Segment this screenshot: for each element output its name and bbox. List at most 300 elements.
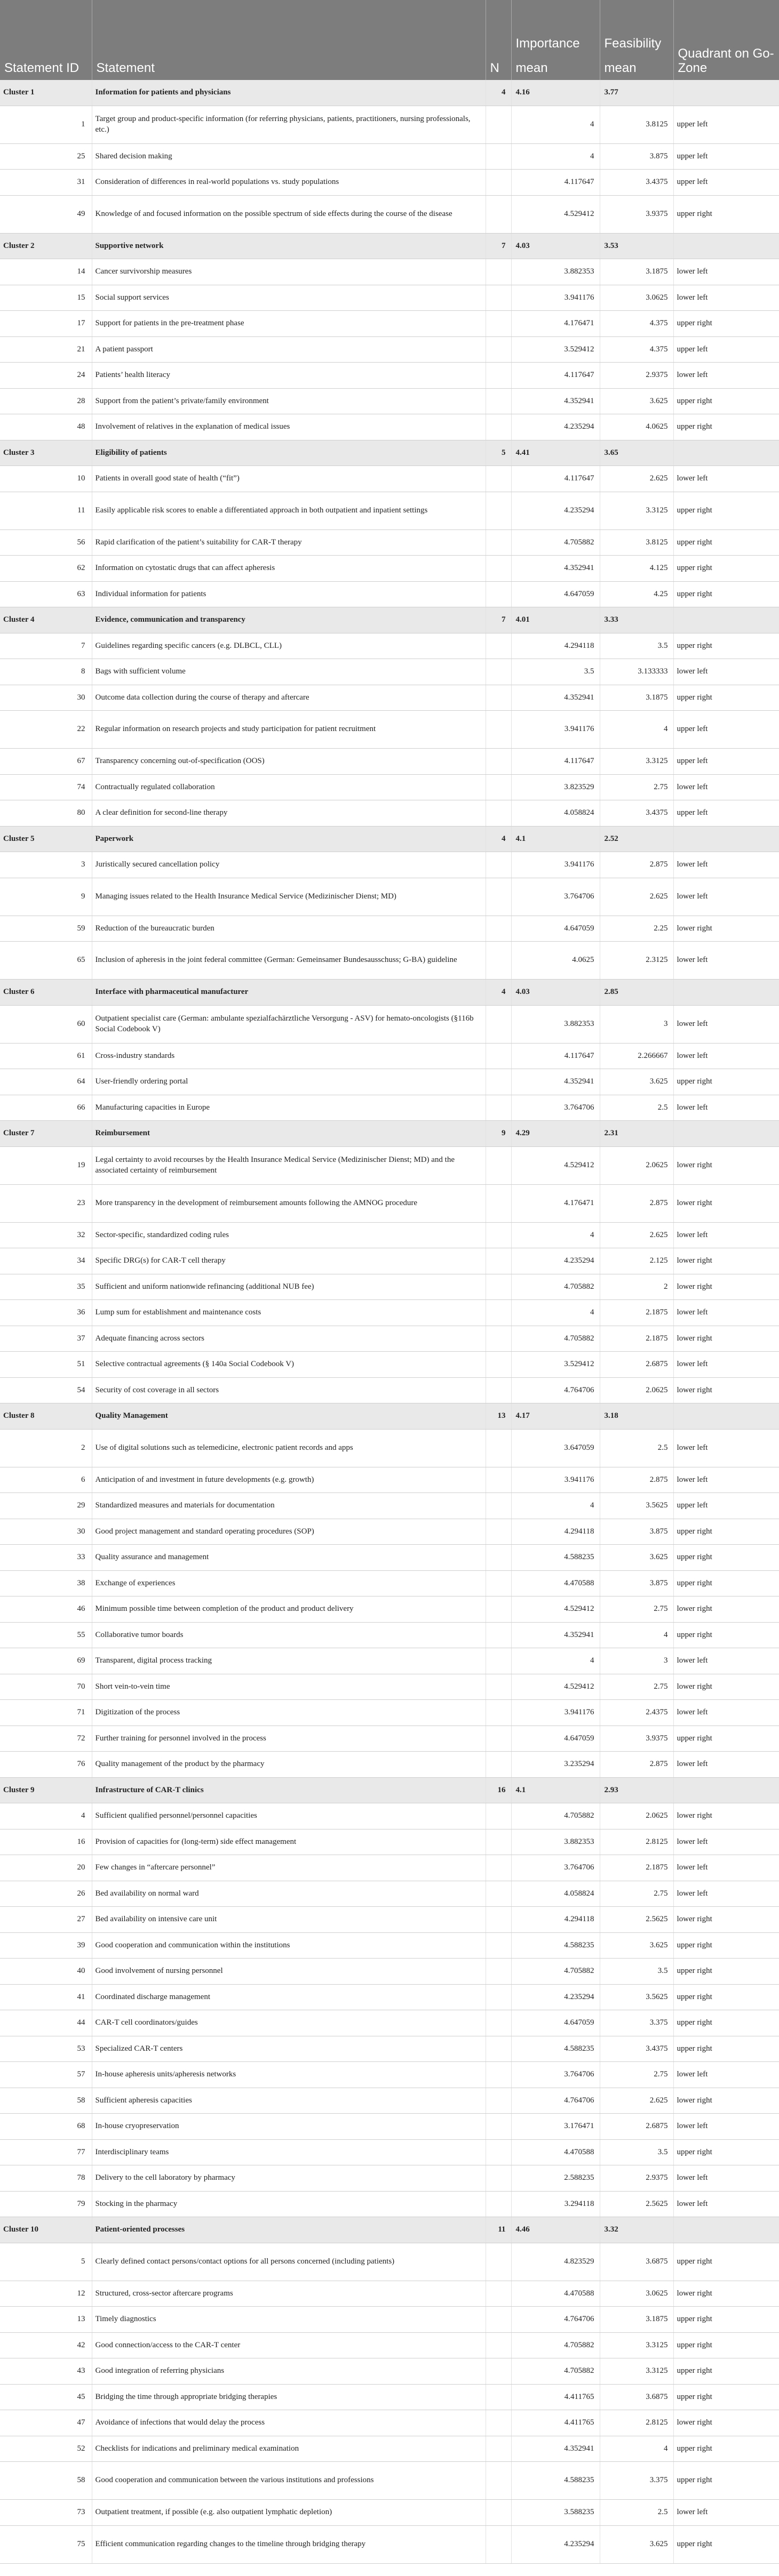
- importance-cell: 4.176471: [511, 1184, 600, 1222]
- cluster-row: [0, 607, 779, 633]
- importance-cell: 3.941176: [511, 852, 600, 878]
- statement-cell: Manufacturing capacities in Europe: [92, 1095, 486, 1121]
- table-row: [0, 2062, 779, 2088]
- importance-cell: 4.294118: [511, 1519, 600, 1545]
- statement-id-cell: 1: [0, 106, 92, 143]
- feasibility-cell: 2.6875: [600, 2114, 673, 2140]
- feasibility-cell: 2: [600, 1274, 673, 1300]
- table-row: [0, 749, 779, 775]
- importance-cell: 4.235294: [511, 1248, 600, 1274]
- feasibility-cell: 3.375: [600, 2462, 673, 2500]
- quadrant-cell: lower left: [673, 1005, 779, 1043]
- n-cell: [486, 1855, 511, 1881]
- quadrant-cell: upper right: [673, 2036, 779, 2062]
- feasibility-cell: 3.6875: [600, 2243, 673, 2281]
- table-row: [0, 414, 779, 440]
- quadrant-cell: lower left: [673, 259, 779, 285]
- feasibility-cell: 2.75: [600, 1596, 673, 1623]
- n-cell: [486, 942, 511, 980]
- statement-id-cell: 12: [0, 2281, 92, 2307]
- feasibility-cell: 3.32: [600, 2217, 673, 2243]
- cluster-row: [0, 80, 779, 106]
- n-cell: 16: [486, 1777, 511, 1803]
- feasibility-cell: 3.3125: [600, 492, 673, 529]
- quadrant-cell: lower left: [673, 852, 779, 878]
- header-n: N: [486, 0, 511, 80]
- quadrant-cell: upper right: [673, 581, 779, 607]
- cluster-row: [0, 233, 779, 259]
- statement-cell: Supportive network: [92, 233, 486, 259]
- feasibility-cell: 3.0625: [600, 2281, 673, 2307]
- quadrant-cell: lower left: [673, 2500, 779, 2526]
- statement-id-cell: 33: [0, 1545, 92, 1571]
- n-cell: [486, 2088, 511, 2114]
- quadrant-cell: lower left: [673, 1429, 779, 1467]
- statement-cell: Inclusion of apheresis in the joint federal committee (German: Gemeinsamer Bundesausschuss; G-BA) guideline: [92, 942, 486, 980]
- quadrant-cell: upper left: [673, 800, 779, 826]
- statement-cell: In-house apheresis units/apheresis networks: [92, 2062, 486, 2088]
- quadrant-cell: lower right: [673, 1803, 779, 1829]
- importance-cell: 4.46: [511, 2217, 600, 2243]
- feasibility-cell: 3.18: [600, 1403, 673, 1430]
- quadrant-cell: lower right: [673, 1596, 779, 1623]
- table-row: [0, 1752, 779, 1778]
- table-row: [0, 2036, 779, 2062]
- feasibility-cell: 2.875: [600, 1467, 673, 1493]
- statement-cell: Good connection/access to the CAR-T center: [92, 2332, 486, 2358]
- importance-cell: 3.941176: [511, 1700, 600, 1726]
- cluster-row: [0, 1121, 779, 1147]
- n-cell: [486, 1622, 511, 1648]
- feasibility-cell: 3.375: [600, 2010, 673, 2036]
- quadrant-cell: upper left: [673, 170, 779, 196]
- importance-cell: 4.529412: [511, 1674, 600, 1700]
- statement-id-cell: 36: [0, 1300, 92, 1326]
- table-row: [0, 1570, 779, 1596]
- statement-cell: A clear definition for second-line therapy: [92, 800, 486, 826]
- table-row: [0, 685, 779, 711]
- quadrant-cell: lower right: [673, 1907, 779, 1933]
- n-cell: [486, 143, 511, 170]
- n-cell: [486, 711, 511, 749]
- n-cell: [486, 311, 511, 337]
- quadrant-cell: upper right: [673, 1932, 779, 1959]
- statement-id-cell: 19: [0, 1146, 92, 1184]
- cluster-row: [0, 1777, 779, 1803]
- importance-cell: 4.411765: [511, 2410, 600, 2436]
- table-row: [0, 1184, 779, 1222]
- statement-id-cell: 37: [0, 1326, 92, 1352]
- importance-cell: 4.352941: [511, 1069, 600, 1095]
- n-cell: [486, 1545, 511, 1571]
- feasibility-cell: 2.75: [600, 2062, 673, 2088]
- quadrant-cell: lower right: [673, 916, 779, 942]
- statement-id-cell: 34: [0, 1248, 92, 1274]
- cluster-id-cell: Cluster 7: [0, 1121, 92, 1147]
- table-row: [0, 1674, 779, 1700]
- importance-cell: 4.294118: [511, 633, 600, 659]
- importance-cell: 4.17: [511, 1403, 600, 1430]
- quadrant-cell: upper right: [673, 195, 779, 233]
- statement-cell: Avoidance of infections that would delay the process: [92, 2410, 486, 2436]
- importance-cell: 4.29: [511, 1121, 600, 1147]
- importance-cell: 4.03: [511, 233, 600, 259]
- importance-cell: 4.0625: [511, 942, 600, 980]
- table-row: [0, 170, 779, 196]
- cluster-id-cell: Cluster 4: [0, 607, 92, 633]
- quadrant-cell: lower left: [673, 2191, 779, 2217]
- table-row: [0, 2088, 779, 2114]
- importance-cell: 4.823529: [511, 2243, 600, 2281]
- table-row: [0, 106, 779, 143]
- importance-cell: 4.235294: [511, 1984, 600, 2010]
- n-cell: [486, 195, 511, 233]
- statement-cell: Information for patients and physicians: [92, 80, 486, 106]
- n-cell: [486, 529, 511, 556]
- quadrant-cell: upper right: [673, 1959, 779, 1985]
- importance-cell: 4.647059: [511, 1726, 600, 1752]
- feasibility-cell: 2.5: [600, 2500, 673, 2526]
- importance-cell: 3.764706: [511, 1855, 600, 1881]
- n-cell: [486, 1377, 511, 1403]
- table-row: [0, 556, 779, 582]
- statement-cell: Social support services: [92, 285, 486, 311]
- table-row: [0, 878, 779, 916]
- cluster-id-cell: Cluster 6: [0, 980, 92, 1006]
- table-row: [0, 2191, 779, 2217]
- quadrant-cell: upper right: [673, 1545, 779, 1571]
- statement-id-cell: 3: [0, 852, 92, 878]
- quadrant-cell: lower left: [673, 774, 779, 800]
- statement-cell: Clearly defined contact persons/contact options for all persons concerned (including patients): [92, 2243, 486, 2281]
- table-row: [0, 1803, 779, 1829]
- n-cell: [486, 388, 511, 414]
- n-cell: [486, 2500, 511, 2526]
- n-cell: [486, 170, 511, 196]
- statement-cell: Patients’ health literacy: [92, 363, 486, 389]
- importance-cell: 3.588235: [511, 2500, 600, 2526]
- statement-id-cell: 2: [0, 1429, 92, 1467]
- table-row: [0, 633, 779, 659]
- importance-cell: 4.058824: [511, 800, 600, 826]
- statement-id-cell: 42: [0, 2332, 92, 2358]
- table-row: [0, 1326, 779, 1352]
- n-cell: [486, 1300, 511, 1326]
- table-row: [0, 2525, 779, 2563]
- importance-cell: 4.529412: [511, 195, 600, 233]
- importance-cell: 3.882353: [511, 1005, 600, 1043]
- table-body: [0, 80, 779, 2563]
- statement-id-cell: 26: [0, 1881, 92, 1907]
- table-row: [0, 1855, 779, 1881]
- cluster-row: [0, 980, 779, 1006]
- statement-cell: Easily applicable risk scores to enable a differentiated approach in both outpatient and inpatient settings: [92, 492, 486, 529]
- feasibility-cell: 3.65: [600, 440, 673, 466]
- quadrant-cell: lower left: [673, 942, 779, 980]
- feasibility-cell: 2.1875: [600, 1300, 673, 1326]
- table-row: [0, 774, 779, 800]
- importance-cell: 4.41: [511, 440, 600, 466]
- feasibility-cell: 2.0625: [600, 1377, 673, 1403]
- n-cell: [486, 1674, 511, 1700]
- statement-id-cell: 7: [0, 633, 92, 659]
- feasibility-cell: 2.75: [600, 1881, 673, 1907]
- statement-id-cell: 21: [0, 336, 92, 363]
- table-row: [0, 1222, 779, 1248]
- feasibility-cell: 2.875: [600, 1752, 673, 1778]
- importance-cell: 3.764706: [511, 2062, 600, 2088]
- quadrant-cell: upper right: [673, 685, 779, 711]
- statement-id-cell: 63: [0, 581, 92, 607]
- quadrant-cell: lower right: [673, 2410, 779, 2436]
- n-cell: [486, 1043, 511, 1069]
- importance-cell: 4.764706: [511, 1377, 600, 1403]
- statement-cell: CAR-T cell coordinators/guides: [92, 2010, 486, 2036]
- importance-cell: 4.588235: [511, 2462, 600, 2500]
- quadrant-cell: lower left: [673, 2165, 779, 2192]
- table-row: [0, 1467, 779, 1493]
- statement-id-cell: 59: [0, 916, 92, 942]
- statement-id-cell: 45: [0, 2384, 92, 2410]
- statement-cell: Patients in overall good state of health (“fit”): [92, 466, 486, 492]
- table-row: [0, 1493, 779, 1519]
- feasibility-cell: 3.625: [600, 388, 673, 414]
- importance-cell: 4.588235: [511, 1932, 600, 1959]
- statement-cell: Outcome data collection during the course of therapy and aftercare: [92, 685, 486, 711]
- cluster-row: [0, 826, 779, 852]
- n-cell: 9: [486, 1121, 511, 1147]
- quadrant-cell: upper right: [673, 2243, 779, 2281]
- feasibility-cell: 3.5625: [600, 1493, 673, 1519]
- feasibility-cell: 4.125: [600, 556, 673, 582]
- n-cell: [486, 800, 511, 826]
- quadrant-cell: upper right: [673, 388, 779, 414]
- importance-cell: 4.705882: [511, 1326, 600, 1352]
- table-row: [0, 1377, 779, 1403]
- statement-cell: Bridging the time through appropriate bridging therapies: [92, 2384, 486, 2410]
- table-row: [0, 2243, 779, 2281]
- n-cell: [486, 1959, 511, 1985]
- n-cell: [486, 1726, 511, 1752]
- table-row: [0, 1984, 779, 2010]
- table-row: [0, 1248, 779, 1274]
- importance-cell: 4.470588: [511, 2281, 600, 2307]
- statement-cell: Legal certainty to avoid recourses by the Health Insurance Medical Service (Medizinischer Dienst; MD) and the associated certainty of reimbursement: [92, 1146, 486, 1184]
- header-feasibility: Feasibility: [600, 0, 673, 55]
- statement-cell: Outpatient specialist care (German: ambulante spezialfachärztliche Versorgung - ASV) for hemato-oncologists (§116b Social Codebook V): [92, 1005, 486, 1043]
- quadrant-cell: lower left: [673, 466, 779, 492]
- n-cell: [486, 1274, 511, 1300]
- importance-cell: 4.1: [511, 1777, 600, 1803]
- n-cell: [486, 1467, 511, 1493]
- n-cell: [486, 878, 511, 916]
- importance-cell: 4.647059: [511, 2010, 600, 2036]
- quadrant-cell: upper right: [673, 2384, 779, 2410]
- feasibility-cell: 3.1875: [600, 2307, 673, 2333]
- n-cell: [486, 774, 511, 800]
- table-row: [0, 2436, 779, 2462]
- feasibility-cell: 3.8125: [600, 106, 673, 143]
- feasibility-cell: 2.125: [600, 1248, 673, 1274]
- cluster-id-cell: Cluster 10: [0, 2217, 92, 2243]
- table-row: [0, 1907, 779, 1933]
- feasibility-cell: 2.85: [600, 980, 673, 1006]
- statement-cell: Consideration of differences in real-world populations vs. study populations: [92, 170, 486, 196]
- statement-cell: Stocking in the pharmacy: [92, 2191, 486, 2217]
- n-cell: [486, 2332, 511, 2358]
- feasibility-cell: 3.0625: [600, 285, 673, 311]
- table-row: [0, 1622, 779, 1648]
- quadrant-cell: lower right: [673, 1146, 779, 1184]
- importance-cell: 4.764706: [511, 2307, 600, 2333]
- n-cell: [486, 2139, 511, 2165]
- importance-cell: 2.588235: [511, 2165, 600, 2192]
- n-cell: [486, 1352, 511, 1378]
- statement-cell: Short vein-to-vein time: [92, 1674, 486, 1700]
- n-cell: [486, 492, 511, 529]
- table-row: [0, 2114, 779, 2140]
- statement-cell: Infrastructure of CAR-T clinics: [92, 1777, 486, 1803]
- statement-cell: Bags with sufficient volume: [92, 659, 486, 685]
- feasibility-cell: 2.6875: [600, 1352, 673, 1378]
- statement-cell: Timely diagnostics: [92, 2307, 486, 2333]
- importance-cell: 3.176471: [511, 2114, 600, 2140]
- statement-cell: Checklists for indications and preliminary medical examination: [92, 2436, 486, 2462]
- n-cell: [486, 2384, 511, 2410]
- statement-cell: Exchange of experiences: [92, 1570, 486, 1596]
- n-cell: [486, 336, 511, 363]
- statement-id-cell: 31: [0, 170, 92, 196]
- quadrant-cell: lower right: [673, 2088, 779, 2114]
- table-row: [0, 143, 779, 170]
- feasibility-cell: 2.875: [600, 852, 673, 878]
- feasibility-cell: 3.3125: [600, 2358, 673, 2385]
- n-cell: [486, 2436, 511, 2462]
- statement-id-cell: 22: [0, 711, 92, 749]
- n-cell: [486, 2114, 511, 2140]
- statement-cell: Specific DRG(s) for CAR-T cell therapy: [92, 1248, 486, 1274]
- statement-cell: Knowledge of and focused information on the possible spectrum of side effects during the course of the disease: [92, 195, 486, 233]
- feasibility-cell: 4.375: [600, 336, 673, 363]
- n-cell: [486, 1984, 511, 2010]
- statement-cell: Efficient communication regarding changes to the timeline through bridging therapy: [92, 2525, 486, 2563]
- quadrant-cell: [673, 80, 779, 106]
- n-cell: 4: [486, 80, 511, 106]
- statement-cell: Lump sum for establishment and maintenance costs: [92, 1300, 486, 1326]
- table-row: [0, 2139, 779, 2165]
- table-row: [0, 800, 779, 826]
- importance-cell: 4.01: [511, 607, 600, 633]
- n-cell: [486, 2036, 511, 2062]
- importance-cell: 4.352941: [511, 1622, 600, 1648]
- statement-id-cell: 54: [0, 1377, 92, 1403]
- quadrant-cell: [673, 980, 779, 1006]
- table-row: [0, 1274, 779, 1300]
- statement-id-cell: 75: [0, 2525, 92, 2563]
- importance-cell: 4.647059: [511, 581, 600, 607]
- statement-id-cell: 17: [0, 311, 92, 337]
- cluster-id-cell: Cluster 1: [0, 80, 92, 106]
- quadrant-cell: [673, 1121, 779, 1147]
- statement-id-cell: 29: [0, 1493, 92, 1519]
- n-cell: 13: [486, 1403, 511, 1430]
- statement-cell: Outpatient treatment, if possible (e.g. also outpatient lymphatic depletion): [92, 2500, 486, 2526]
- feasibility-cell: 3.625: [600, 1069, 673, 1095]
- importance-cell: 4.764706: [511, 2088, 600, 2114]
- table-row: [0, 1932, 779, 1959]
- statement-cell: Interdisciplinary teams: [92, 2139, 486, 2165]
- statement-id-cell: 77: [0, 2139, 92, 2165]
- statement-cell: Sufficient qualified personnel/personnel capacities: [92, 1803, 486, 1829]
- feasibility-cell: 2.875: [600, 1184, 673, 1222]
- table-row: [0, 466, 779, 492]
- statement-id-cell: 27: [0, 1907, 92, 1933]
- statement-cell: Shared decision making: [92, 143, 486, 170]
- statement-id-cell: 49: [0, 195, 92, 233]
- statement-cell: User-friendly ordering portal: [92, 1069, 486, 1095]
- statement-cell: Cross-industry standards: [92, 1043, 486, 1069]
- feasibility-cell: 2.75: [600, 774, 673, 800]
- n-cell: [486, 2358, 511, 2385]
- statement-id-cell: 73: [0, 2500, 92, 2526]
- importance-cell: 4: [511, 1648, 600, 1674]
- n-cell: [486, 2243, 511, 2281]
- feasibility-cell: 2.8125: [600, 1829, 673, 1855]
- table-row: [0, 659, 779, 685]
- quadrant-cell: upper right: [673, 2307, 779, 2333]
- table-row: [0, 336, 779, 363]
- importance-cell: 3.764706: [511, 1095, 600, 1121]
- importance-cell: 4.529412: [511, 1596, 600, 1623]
- n-cell: [486, 1881, 511, 1907]
- importance-cell: 4.588235: [511, 2036, 600, 2062]
- statement-cell: Target group and product-specific information (for referring physicians, patients, practitioners, nursing professionals, etc.): [92, 106, 486, 143]
- n-cell: [486, 2462, 511, 2500]
- statement-id-cell: 9: [0, 878, 92, 916]
- table-row: [0, 529, 779, 556]
- header-quadrant: Quadrant on Go-Zone: [673, 0, 779, 80]
- statement-id-cell: 67: [0, 749, 92, 775]
- feasibility-cell: 2.5625: [600, 2191, 673, 2217]
- statement-id-cell: 5: [0, 2243, 92, 2281]
- table-header: [0, 0, 779, 80]
- feasibility-cell: 2.625: [600, 878, 673, 916]
- quadrant-cell: [673, 440, 779, 466]
- importance-cell: 4: [511, 1222, 600, 1248]
- quadrant-cell: lower left: [673, 1467, 779, 1493]
- statement-id-cell: 40: [0, 1959, 92, 1985]
- statement-cell: Regular information on research projects and study participation for patient recruitment: [92, 711, 486, 749]
- feasibility-cell: 3.1875: [600, 685, 673, 711]
- table-row: [0, 363, 779, 389]
- table-row: [0, 2500, 779, 2526]
- importance-cell: 3.764706: [511, 878, 600, 916]
- quadrant-cell: lower right: [673, 1184, 779, 1222]
- n-cell: [486, 1700, 511, 1726]
- cluster-id-cell: Cluster 9: [0, 1777, 92, 1803]
- table-row: [0, 2010, 779, 2036]
- n-cell: [486, 1069, 511, 1095]
- cluster-id-cell: Cluster 8: [0, 1403, 92, 1430]
- feasibility-cell: 4.25: [600, 581, 673, 607]
- statement-id-cell: 62: [0, 556, 92, 582]
- statement-cell: Further training for personnel involved in the process: [92, 1726, 486, 1752]
- feasibility-cell: 3.5625: [600, 1984, 673, 2010]
- table-row: [0, 285, 779, 311]
- importance-cell: 4.705882: [511, 1274, 600, 1300]
- n-cell: [486, 633, 511, 659]
- importance-cell: 3.5: [511, 659, 600, 685]
